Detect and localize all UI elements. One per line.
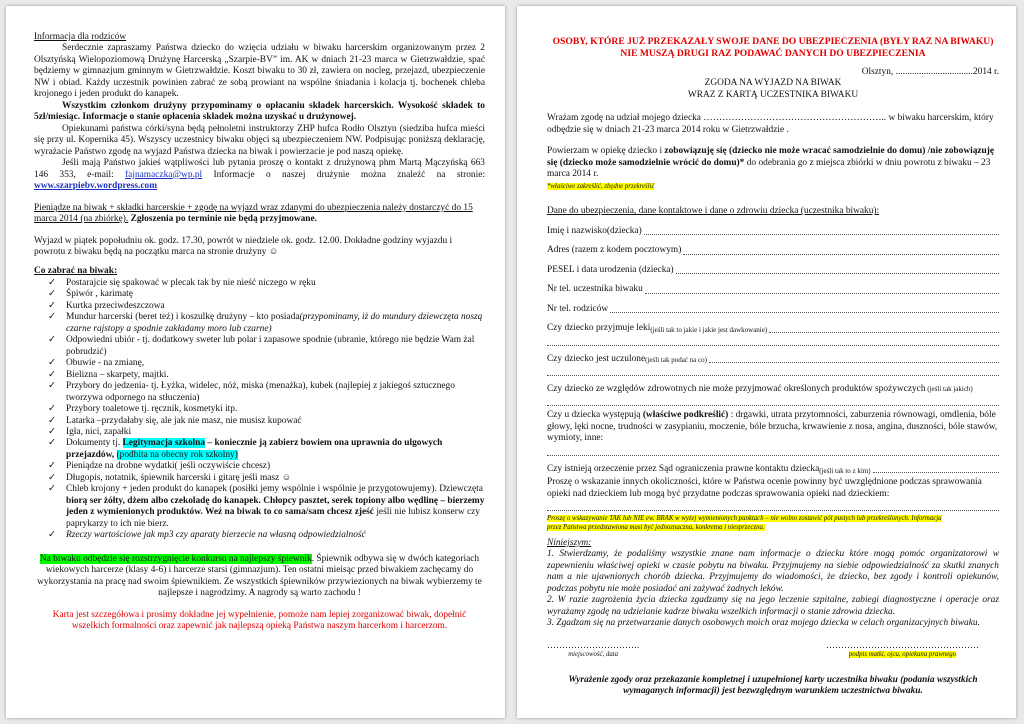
field-label: Imię i nazwisko(dziecka) bbox=[547, 225, 642, 236]
dotted-line bbox=[610, 311, 999, 313]
yellow-note-line-2: przez Państwa przedstawiona musi być jednoznaczna, konkretna i niesprzeczna. bbox=[547, 523, 765, 531]
strike-note-row bbox=[547, 181, 999, 192]
list-item bbox=[34, 301, 485, 312]
list-item bbox=[34, 427, 485, 438]
field-hint: (jeśli tak to z kim) bbox=[819, 466, 871, 475]
dotted-line bbox=[769, 331, 999, 333]
list-item-text: Odpowiedni ubiór - tj. dodatkowy sweter lub polar i zapasowe spodnie (ubranie, którego nie będzie Wam żal pobrudzić) bbox=[66, 335, 475, 357]
dotted-line[interactable] bbox=[547, 335, 999, 346]
school-id-highlight: Legitymacja szkolna bbox=[122, 438, 206, 449]
deadline-warning: Zgłoszenia po terminie nie będą przyjmowane. bbox=[128, 214, 318, 225]
list-item bbox=[34, 530, 485, 541]
field-label: PESEL i data urodzenia (dziecka) bbox=[547, 264, 674, 275]
checkmark-icon: ✓ bbox=[48, 277, 56, 288]
signature-line: …………………………………………… bbox=[826, 639, 979, 650]
list-item-text: Śpiwór , karimatę bbox=[66, 289, 133, 300]
field-hint: (jeśli tak to jakie i jakie jest dawkowanie) bbox=[650, 325, 768, 334]
parent-signature[interactable] bbox=[826, 640, 979, 659]
list-item bbox=[34, 473, 485, 484]
field-label: Czy u dziecka występują bbox=[547, 410, 643, 421]
list-item-text: Obuwie - na zmianę, bbox=[66, 358, 145, 369]
signature-row bbox=[547, 640, 999, 659]
field-medication[interactable] bbox=[547, 323, 999, 334]
list-item bbox=[34, 278, 485, 289]
field-label: Nr tel. uczestnika biwaku bbox=[547, 284, 643, 295]
insurance-header: OSOBY, KTÓRE JUŻ PRZEKAZAŁY SWOJE DANE DO UBEZPIECZENIA (BYŁY RAZ NA BIWAKU) NIE MUSZĄ DRUGI RAZ PODAWAĆ DANYCH DO UBEZPIECZENIA bbox=[552, 36, 994, 59]
checkmark-icon: ✓ bbox=[48, 312, 56, 323]
packing-list bbox=[34, 278, 485, 542]
signature-label: miejscowość, data bbox=[568, 650, 619, 658]
list-item-text: Kurtka przeciwdeszczowa bbox=[66, 300, 165, 311]
list-item bbox=[34, 370, 485, 381]
dotted-line bbox=[683, 253, 999, 255]
field-label: Czy dziecko ze względów zdrowotnych nie może przyjmować określonych produktów spożywczych bbox=[547, 383, 926, 394]
dotted-line[interactable] bbox=[547, 445, 999, 456]
field-label: Czy istnieją orzeczenie przez Sąd ograniczenia prawne kontaktu dziecka bbox=[547, 463, 820, 474]
list-item-text: Latarka –przydałaby się, ale jak nie masz, nie musisz kupować bbox=[66, 415, 302, 426]
deadline-text: Pieniądze na biwak + składki harcerskie + zgodę na wyjazd wraz zdanymi do ubezpieczenia należy dostarczyć do 15 marca 2014 (na zbiórkę). bbox=[34, 202, 473, 225]
dotted-line bbox=[645, 292, 999, 294]
list-item bbox=[34, 438, 485, 461]
checkmark-icon: ✓ bbox=[48, 472, 56, 483]
field-name[interactable] bbox=[547, 226, 999, 237]
school-id-note: – koniecznie ją zabierz bowiem ona uprawnia do ulgowych przejazdów, bbox=[66, 438, 443, 460]
uniform-note: (przypominamy, iż do mundury dziewczęta noszą czarne rajstopy a spodnie zakładamy moro lub czarne) bbox=[66, 312, 483, 334]
field-phone[interactable] bbox=[547, 284, 999, 295]
checkmark-icon: ✓ bbox=[48, 438, 56, 449]
return-paragraph bbox=[547, 146, 999, 180]
checkmark-icon: ✓ bbox=[48, 358, 56, 369]
field-parents-phone[interactable] bbox=[547, 304, 999, 315]
form-title-2: WRAZ Z KARTĄ UCZESTNIKA BIWAKU bbox=[687, 89, 859, 100]
dotted-line[interactable] bbox=[547, 365, 999, 376]
dotted-line bbox=[873, 471, 999, 473]
list-item-text: Igła, nici, zapałki bbox=[66, 427, 132, 437]
list-item-text: Chleb krojony + jeden produkt do kanapek (posiłki jemy wspólnie i wspólnie je przygotowujemy). Dziewczęta bbox=[66, 484, 483, 495]
contact-paragraph bbox=[34, 158, 485, 192]
other-circumstances: Proszę o wskazanie innych okoliczności, które w Państwa ocenie powinny być uwzględnione podczas sprawowania opieki nad dzieckiem lub mogą być przydatne podczas sprawowania opieki nad dzieckiem: bbox=[547, 477, 982, 499]
checkmark-icon: ✓ bbox=[48, 381, 56, 392]
field-court-order[interactable] bbox=[547, 464, 999, 475]
list-item-text: Przybory do jedzenia- tj. Łyżka, widelec, nóż, miska (menażka), kubek (najlepiej z jakiegoś sztucznego tworzywa odpornego na stłuczenia) bbox=[66, 381, 455, 403]
symptoms-list: : drgawki, utrata przytomności, zaburzenia równowagi, omdlenia, bóle głowy, lęki nocne, trudności w zasypianiu, moczenie, bóle brzucha, krwawienie z nosa, angina, duszności, bóle stawów, wymioty, inne: bbox=[547, 410, 998, 444]
packing-title: Co zabrać na biwak: bbox=[34, 266, 118, 277]
dotted-line[interactable] bbox=[547, 500, 999, 511]
songbook-paragraph bbox=[34, 554, 485, 600]
list-item bbox=[34, 461, 485, 472]
checkmark-icon: ✓ bbox=[48, 369, 56, 380]
email-link[interactable]: fajnamaczka@wp.pl bbox=[125, 169, 203, 180]
strike-note: *właściwe zakreślić, zbędne przekreślić bbox=[547, 182, 655, 190]
data-section-title: Dane do ubezpieczenia, dane kontaktowe i dane o zdrowiu dziecka (uczestnika biwaku): bbox=[547, 206, 880, 217]
checkmark-icon: ✓ bbox=[48, 484, 56, 495]
return-date-text: do odebrania go z miejsca zbiórki w dniu powrotu z biwaku – 23 marca 2014 r. bbox=[547, 157, 991, 180]
checkmark-icon: ✓ bbox=[48, 300, 56, 311]
checkmark-icon: ✓ bbox=[48, 415, 56, 426]
songbook-text: . Śpiewnik odbywa się w dwóch kategoriach wiekowych harcerze (klasy 4-6) i harcerze starsi (gimnazjum). Ten ostatni mieisąc przed biwakiem zachęcamy do wykorzystania na pracę nad swoim śpiewnikiem. Ze wszystkich śpiewników przywiezionych na biwak wybierzemy te najlepsze i nagrodzimy. A nagrody są warto zachodu ! bbox=[37, 553, 482, 599]
field-address[interactable] bbox=[547, 245, 999, 256]
field-label: Czy dziecko przyjmuje leki bbox=[547, 323, 651, 334]
yellow-note-line-1: Proszę o wskazywanie TAK lub NIE ew. BRAK w wyżej wymienionych punktach – nie wolno zostawić pól pustych lub przekreślonych. Informacja bbox=[547, 515, 942, 523]
care-paragraph: Opiekunami państwa córki/syna będą pełnoletni instruktorzy ZHP hufca Rodło Olsztyn (siedziba hufca mieści się przy ul. Kopernika 45). Wszyscy uczestnicy biwaku objęci są ubezpieczeniem NW. Podpisując poniższą deklarację, wyrażacie Państwo zgodę na wyjazd Państwa dziecka na biwak i powierzacie je pod naszą opiekę. bbox=[34, 123, 485, 157]
field-hint: (jeśli tak podać na co) bbox=[645, 356, 707, 365]
form-title-1: ZGODA NA WYJAZD NA BIWAK bbox=[704, 78, 842, 89]
return-text: Powierzam w opiekę dziecko i bbox=[547, 146, 665, 157]
checkmark-icon: ✓ bbox=[48, 427, 56, 437]
page-right-consent-form bbox=[517, 6, 1016, 718]
field-pesel[interactable] bbox=[547, 265, 999, 276]
list-item bbox=[34, 484, 485, 530]
checkmark-icon: ✓ bbox=[48, 530, 56, 541]
signature-line: …………………………. bbox=[547, 639, 640, 650]
parent-info-column bbox=[34, 32, 485, 633]
dotted-line bbox=[709, 361, 999, 363]
return-options: zobowiązuję się (dziecko nie może wracać samodzielnie do domu) /nie zobowiązuję się (dziecko może samodzielnie wrócić do domu)* bbox=[547, 146, 995, 168]
dotted-line bbox=[676, 272, 999, 274]
list-item-text: Długopis, notatnik, śpiewnik harcerski i gitarę jeśli masz ☺ bbox=[66, 472, 292, 483]
intro-paragraph: Serdecznie zapraszamy Państwa dziecko do wzięcia udziału w biwaku harcerskim organizowanym przez 2 Olsztyńską Wielopoziomową Drużynę Harcerską „Szarpie-BV” im. AK w dniach 21-23 marca w Gietrzwałdzie, spać będziemy w gimnazjum gminnym w Gietrzwałdzie. Koszt biwaku to 30 zł, zawiera on nocleg, przejazd, ubezpieczenie NW i obiad. Każdy uczestnik powinien zabrać ze sobą prowiant na wspólne śniadania i kolacja tj. bochenek chleba krojonego i jeden produkt do kanapek. bbox=[34, 43, 485, 100]
checkmark-icon: ✓ bbox=[48, 289, 56, 300]
school-id-stamp-note: (podbita na obecny rok szkolny) bbox=[116, 449, 238, 460]
page-left-parent-info bbox=[6, 6, 505, 718]
list-item bbox=[34, 289, 485, 300]
checkmark-icon: ✓ bbox=[48, 404, 56, 415]
yellow-note bbox=[547, 515, 999, 532]
field-food-restrictions[interactable] bbox=[547, 384, 999, 395]
list-item-text: Bielizna – skarpety, majtki. bbox=[66, 369, 169, 380]
final-condition: Wyrażenie zgody oraz przekazanie kompletnej i uzupełnionej karty uczestnika biwaku (podania wszystkich wymaganych informacji) jest bezwzględnym warunkiem uczestnictwa biwaku. bbox=[568, 674, 978, 697]
list-item-text: Przybory toaletowe tj. ręcznik, kosmetyki itp. bbox=[66, 404, 238, 415]
list-item bbox=[34, 358, 485, 369]
contact-text: Jeśli mają Państwo jakieś wątpliwości lub pytania proszę o kontakt z drużynową phm Martą Mączyńską 663 146 353, e-mail: bbox=[34, 158, 485, 180]
field-label: Nr tel. rodziców bbox=[547, 303, 609, 314]
list-item-text: Dokumenty tj. bbox=[66, 438, 123, 449]
closing-paragraph: Karta jest szczegółowa i prosimy dokładne jej wypełnienie, pomoże nam lepiej zorganizować biwak, dopełnić wszelkich formalności oraz zapewnić jak najlepszą opieką Państwa naszym harcerkom i harcerzom. bbox=[52, 609, 467, 632]
consent-paragraph: Wrażam zgodę na udział mojego dziecka ………………………………………………….. w biwaku harcerskim, który odbędzie się w dniach 21-23 marca 2014 roku w Gietrzwałdzie . bbox=[547, 113, 994, 135]
contact-mid-text: Informacje o naszej drużynie można znaleźć na stronie: bbox=[202, 169, 485, 180]
dotted-line[interactable] bbox=[547, 395, 999, 406]
payment-paragraph: Wszystkim członkom drużyny przypominamy o opłacaniu składek harcerskich. Wysokość składek to 5zł/miesiąc. Informacje o stanie opłacenia składek można uzyskać u drużynowej. bbox=[34, 100, 485, 123]
field-hint: (jeśli tak jakich) bbox=[925, 384, 973, 393]
declarations-title: Niniejszym: bbox=[547, 537, 592, 548]
consent-column bbox=[547, 30, 999, 698]
declaration-clause: 1. Stwierdzamy, że podaliśmy wszystkie znane nam informacje o dziecku które mogą pomóc organizatorowi w zapewnieniu właściwej opieki w czasie pobytu na biwaku. Przyjmujemy na siebie odpowiedzialność za skutki znanych nam a nie ujawnionych chorób dziecka. Przyjmujemy do wiadomości, że dziecko, bez zgody i kontroli opiekunów, podczas pobytu nie może posiadać ani zażywać żadnych leków. bbox=[547, 549, 999, 594]
list-item-text: Postarajcie się spakować w plecak tak by nie nieść niczego w ręku bbox=[66, 277, 316, 288]
dotted-line bbox=[644, 233, 999, 235]
info-title: Informacja dla rodziców bbox=[34, 32, 127, 42]
songbook-highlight: Na biwaku odbędzie się rozstrzygnięcie konkursu na najlepszy śpiewnik bbox=[39, 553, 312, 564]
declaration-clause: 2. W razie zagrożenia życia dziecka zgadzamy się na jego leczenie szpitalne, zabiegi diagnostyczne i operacje oraz wyrażamy zgodę na udzielanie kadrze biwaku wszelkich informacji o stanie zdrowia dziecka. bbox=[547, 595, 999, 617]
list-item bbox=[34, 381, 485, 404]
website-link[interactable]: www.szarpiebv.wordpress.com bbox=[34, 181, 157, 192]
declaration-clause: 3. Zgadzam się na przetwarzanie danych osobowych moich oraz mojego dziecka w celach organizacyjnych biwaku. bbox=[547, 618, 980, 629]
field-label: Adres (razem z kodem pocztowym) bbox=[547, 245, 682, 256]
list-item bbox=[34, 416, 485, 427]
departure-paragraph: Wyjazd w piątek popołudniu ok. godz. 17.30, powrót w niedziele ok. godz. 12.00. Dokładne godziny wyjazdu i powrotu z biwaku będą na początku marca na stronie drużyny ☺ bbox=[34, 235, 453, 257]
list-item-text: Pieniądze na drobne wydatki( jeśli oczywiście chcesz) bbox=[66, 461, 271, 472]
signature-label: podpis matki, ojca, opiekuna prawnego bbox=[848, 650, 957, 658]
list-item-text: Mundur harcerski (beret też) i koszulkę drużyny – kto posiada bbox=[66, 312, 300, 323]
list-item bbox=[34, 312, 485, 335]
food-note: jeśli nie lubisz konserw czy paprykarzy to ich nie bierz. bbox=[66, 507, 480, 529]
deadline-paragraph bbox=[34, 203, 485, 226]
list-item bbox=[34, 404, 485, 415]
checkmark-icon: ✓ bbox=[48, 461, 56, 472]
field-label: Czy dziecko jest uczulone bbox=[547, 353, 646, 364]
field-allergy[interactable] bbox=[547, 354, 999, 365]
checkmark-icon: ✓ bbox=[48, 335, 56, 346]
field-hint: (właściwe podkreślić) bbox=[642, 410, 729, 421]
list-item bbox=[34, 335, 485, 358]
food-instructions: biorą ser żółty, dżem albo czekoladę do kanapek. Chłopcy pasztet, serek topiony albo wędlinę – bierzemy jeden z wymienionych produktów. Weź na biwak to co sama/sam chcesz zjeść bbox=[66, 495, 485, 518]
declarations bbox=[547, 538, 999, 630]
place-date: Olsztyn, .................................2014 r. bbox=[861, 67, 999, 77]
list-item-text: Rzeczy wartościowe jak mp3 czy aparaty bierzecie na własną odpowiedzialność bbox=[66, 530, 366, 541]
field-symptoms[interactable] bbox=[547, 410, 999, 444]
place-date-signature[interactable] bbox=[547, 640, 639, 659]
